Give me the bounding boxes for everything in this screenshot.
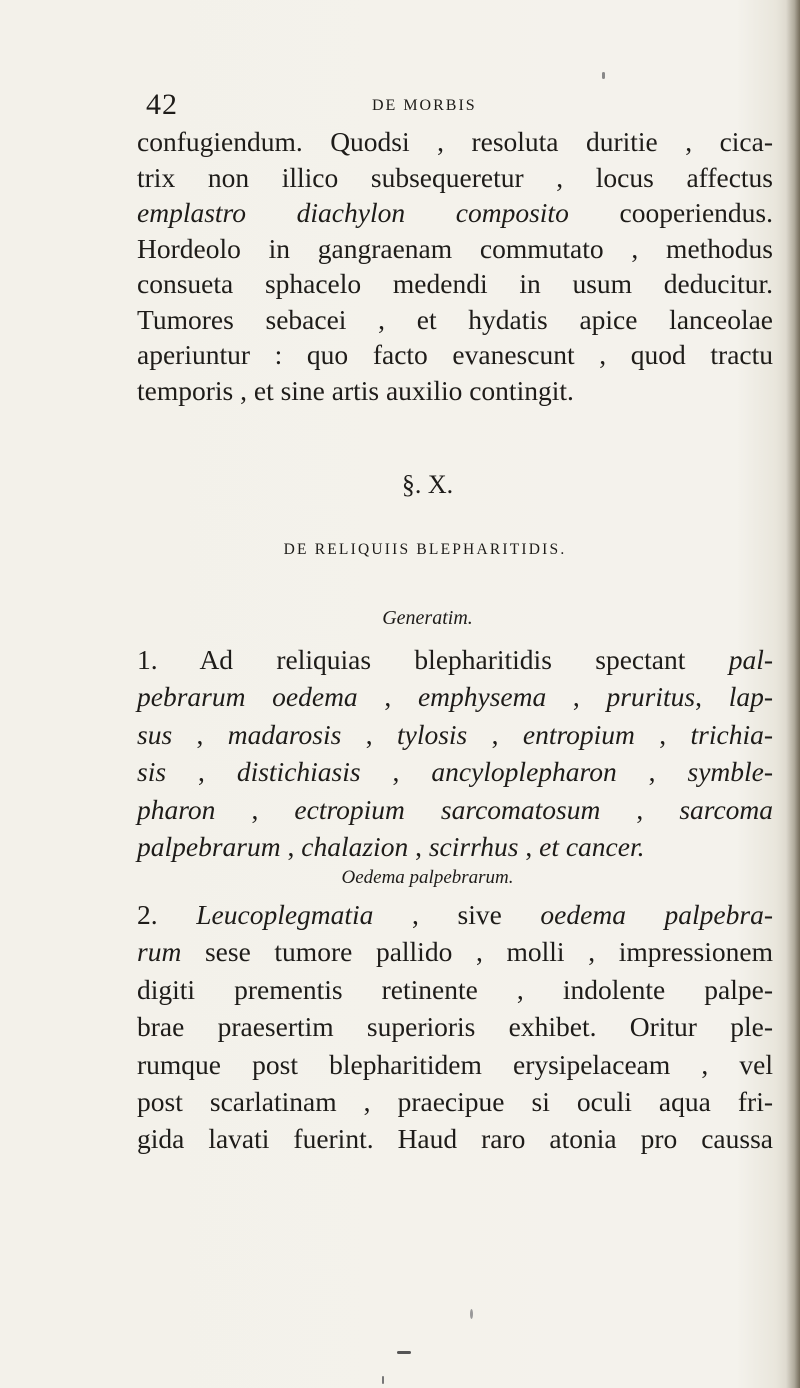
section-number: §. X. [401, 470, 454, 499]
text-line: sus , madarosis , tylosis , entropium , trichia- [137, 718, 773, 750]
text-line: emplastro diachylon composito cooperiendus. [137, 197, 773, 228]
text-line: Hordeolo in gangraenam commutato , methodus [137, 232, 773, 264]
text-line: rumque post blepharitidem erysipelaceam , vel [137, 1048, 773, 1080]
italic-term: emplastro diachylon composito [137, 197, 569, 228]
text-line: aperiuntur : quo facto evanescunt , quod tractu [137, 339, 773, 370]
text-line: rum sese tumore pallido , molli , impressionem [137, 936, 773, 968]
page-header [146, 88, 746, 128]
text-line: consueta sphacelo medendi in usum deducitur. [137, 268, 773, 299]
paragraph-3 [137, 896, 773, 1158]
section-title: DE RELIQUIIS BLEPHARITIDIS. [283, 541, 567, 558]
text-line: 1. Ad reliquias blepharitidis spectant pal- [137, 644, 773, 675]
text-line: temporis , et sine artis auxilio contingit. [137, 374, 574, 406]
paper-fleck [382, 1376, 384, 1384]
page-number: 42 [146, 88, 178, 121]
text-line: palpebrarum , chalazion , scirrhus , et cancer. [137, 830, 645, 862]
paper-fleck [602, 72, 605, 79]
paragraph-2 [137, 641, 773, 865]
text-line: post scarlatinam , praecipue si oculi aqua fri- [137, 1085, 773, 1117]
text-line: 2. Leucoplegmatia , sive oedema palpebra- [137, 899, 773, 930]
text-line: gida lavati fuerint. Haud raro atonia pro caussa [137, 1123, 773, 1155]
text-line: Tumores sebacei , et hydatis apice lanceolae [137, 303, 773, 335]
paper-fleck [397, 1351, 411, 1354]
paper-fleck [470, 1309, 473, 1319]
text-line: trix non illico subsequeretur , locus affectus [137, 161, 773, 193]
text-line: brae praesertim superioris exhibet. Oritur ple- [137, 1011, 773, 1043]
text-line: sis , distichiasis , ancyloplepharon , symble- [137, 756, 774, 788]
paragraph-1 [137, 124, 773, 408]
section-subheading: Generatim. [382, 607, 473, 629]
subsection-heading: Oedema palpebrarum. [341, 867, 514, 888]
text-line: digiti prementis retinente , indolente palpe- [137, 973, 773, 1005]
text-line: confugiendum. Quodsi , resoluta duritie , cica- [137, 126, 773, 157]
page-edge-shadow [786, 0, 800, 1388]
running-head: DE MORBIS [372, 97, 477, 114]
text-line: pharon , ectropium sarcomatosum , sarcoma [137, 793, 774, 825]
text-line: pebrarum oedema , emphysema , pruritus, lap- [137, 681, 773, 713]
